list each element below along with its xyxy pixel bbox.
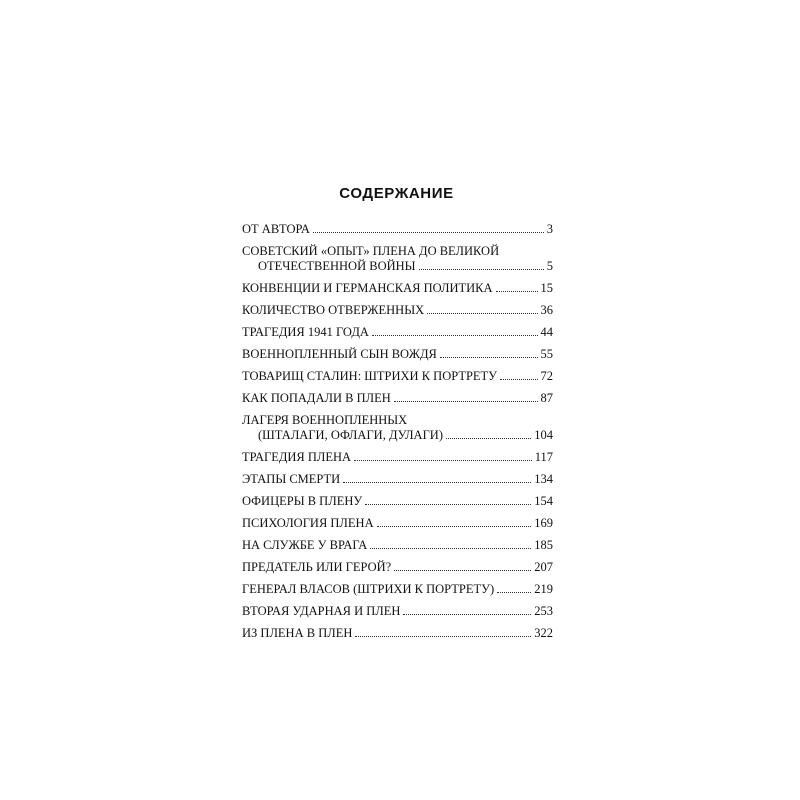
dot-leader xyxy=(394,401,538,402)
toc-entry-row xyxy=(242,472,553,487)
toc-entry-page-number: 169 xyxy=(534,516,553,530)
toc-entry-page-number: 104 xyxy=(534,428,553,442)
toc-entry-title-line1: СОВЕТСКИЙ «ОПЫТ» ПЛЕНА ДО ВЕЛИКОЙ xyxy=(242,244,500,258)
toc-entry-title: (ШТАЛАГИ, ОФЛАГИ, ДУЛАГИ) xyxy=(258,428,443,442)
toc-entry-title: ГЕНЕРАЛ ВЛАСОВ (ШТРИХИ К ПОРТРЕТУ) xyxy=(242,582,495,596)
toc-entry-row xyxy=(242,369,553,384)
dot-leader xyxy=(313,232,544,233)
toc-entry-page-number: 44 xyxy=(540,325,553,339)
toc-entry xyxy=(242,538,553,553)
toc-entry xyxy=(242,560,553,575)
toc-entry-row xyxy=(242,281,553,296)
toc-entry-row xyxy=(242,626,553,641)
toc-entry-page-number: 322 xyxy=(534,626,553,640)
toc-entry-title: ПРЕДАТЕЛЬ ИЛИ ГЕРОЙ? xyxy=(242,560,392,574)
toc-entry xyxy=(242,582,553,597)
dot-leader xyxy=(440,357,538,358)
toc-entry-title: ОФИЦЕРЫ В ПЛЕНУ xyxy=(242,494,363,508)
toc-entry xyxy=(242,626,553,641)
dot-leader xyxy=(372,335,538,336)
dot-leader xyxy=(370,548,531,549)
toc-entry xyxy=(242,391,553,406)
toc-entry-title: КОЛИЧЕСТВО ОТВЕРЖЕННЫХ xyxy=(242,303,425,317)
toc-entry-page-number: 15 xyxy=(540,281,553,295)
toc-entry-title: ОТ АВТОРА xyxy=(242,222,310,236)
toc-entry xyxy=(242,303,553,318)
toc-entry-row xyxy=(242,516,553,531)
toc-entry-title: ИЗ ПЛЕНА В ПЛЕН xyxy=(242,626,353,640)
dot-leader xyxy=(377,526,532,527)
toc-entry-row xyxy=(242,325,553,340)
page-title: СОДЕРЖАНИЕ xyxy=(339,185,454,202)
dot-leader xyxy=(354,460,532,461)
toc-entry-page-number: 5 xyxy=(546,259,553,273)
toc-entry-title: НА СЛУЖБЕ У ВРАГА xyxy=(242,538,368,552)
toc-entry xyxy=(242,413,553,443)
toc-entry-page-number: 72 xyxy=(540,369,553,383)
toc-entry-row xyxy=(242,259,553,274)
toc-entry-row xyxy=(242,582,553,597)
toc-entry xyxy=(242,516,553,531)
toc-entry-row xyxy=(242,604,553,619)
dot-leader xyxy=(500,379,537,380)
toc-entry-title: КАК ПОПАДАЛИ В ПЛЕН xyxy=(242,391,391,405)
toc-entry xyxy=(242,450,553,465)
toc-entry xyxy=(242,325,553,340)
toc-entry-title: ЭТАПЫ СМЕРТИ xyxy=(242,472,341,486)
dot-leader xyxy=(355,636,531,637)
toc-entry xyxy=(242,472,553,487)
toc-entry xyxy=(242,369,553,384)
dot-leader xyxy=(394,570,531,571)
toc-entry-title: ТРАГЕДИЯ ПЛЕНА xyxy=(242,450,352,464)
toc-entry xyxy=(242,494,553,509)
toc-entry-title: ВТОРАЯ УДАРНАЯ И ПЛЕН xyxy=(242,604,401,618)
toc-entry xyxy=(242,347,553,362)
toc-entry-row xyxy=(242,494,553,509)
toc-entry-page-number: 3 xyxy=(546,222,553,236)
toc-entry-page-number: 207 xyxy=(534,560,553,574)
toc-entry-row xyxy=(242,450,553,465)
toc-entry-title: ТРАГЕДИЯ 1941 ГОДА xyxy=(242,325,369,339)
toc-entry-page-number: 219 xyxy=(534,582,553,596)
toc-entry-row xyxy=(242,560,553,575)
dot-leader xyxy=(496,291,538,292)
toc-entry-title: ПСИХОЛОГИЯ ПЛЕНА xyxy=(242,516,374,530)
dot-leader xyxy=(365,504,531,505)
toc-entry-row xyxy=(242,538,553,553)
toc-entry-page-number: 36 xyxy=(540,303,553,317)
dot-leader xyxy=(446,438,531,439)
dot-leader xyxy=(403,614,531,615)
toc-entry xyxy=(242,222,553,237)
toc-entry-row xyxy=(242,428,553,443)
dot-leader xyxy=(427,313,537,314)
dot-leader xyxy=(419,269,544,270)
toc-entry-page-number: 117 xyxy=(534,450,553,464)
toc-entry-page-number: 134 xyxy=(534,472,553,486)
toc-entry-page-number: 154 xyxy=(534,494,553,508)
toc-entry xyxy=(242,244,553,274)
toc-entry-title: ВОЕННОПЛЕННЫЙ СЫН ВОЖДЯ xyxy=(242,347,437,361)
toc-entry xyxy=(242,604,553,619)
dot-leader xyxy=(497,592,531,593)
toc-entry-row xyxy=(242,303,553,318)
table-of-contents xyxy=(242,222,553,648)
toc-entry-title: КОНВЕНЦИИ И ГЕРМАНСКАЯ ПОЛИТИКА xyxy=(242,281,493,295)
toc-entry-page-number: 253 xyxy=(534,604,553,618)
toc-entry-page-number: 87 xyxy=(540,391,553,405)
toc-entry xyxy=(242,281,553,296)
toc-entry-page-number: 185 xyxy=(534,538,553,552)
toc-entry-title-line1: ЛАГЕРЯ ВОЕННОПЛЕННЫХ xyxy=(242,413,408,427)
toc-entry-row xyxy=(242,222,553,237)
toc-entry-row xyxy=(242,347,553,362)
toc-entry-title: ОТЕЧЕСТВЕННОЙ ВОЙНЫ xyxy=(258,259,416,273)
toc-entry-row xyxy=(242,391,553,406)
dot-leader xyxy=(343,482,531,483)
toc-entry-title: ТОВАРИЩ СТАЛИН: ШТРИХИ К ПОРТРЕТУ xyxy=(242,369,498,383)
toc-entry-page-number: 55 xyxy=(540,347,553,361)
